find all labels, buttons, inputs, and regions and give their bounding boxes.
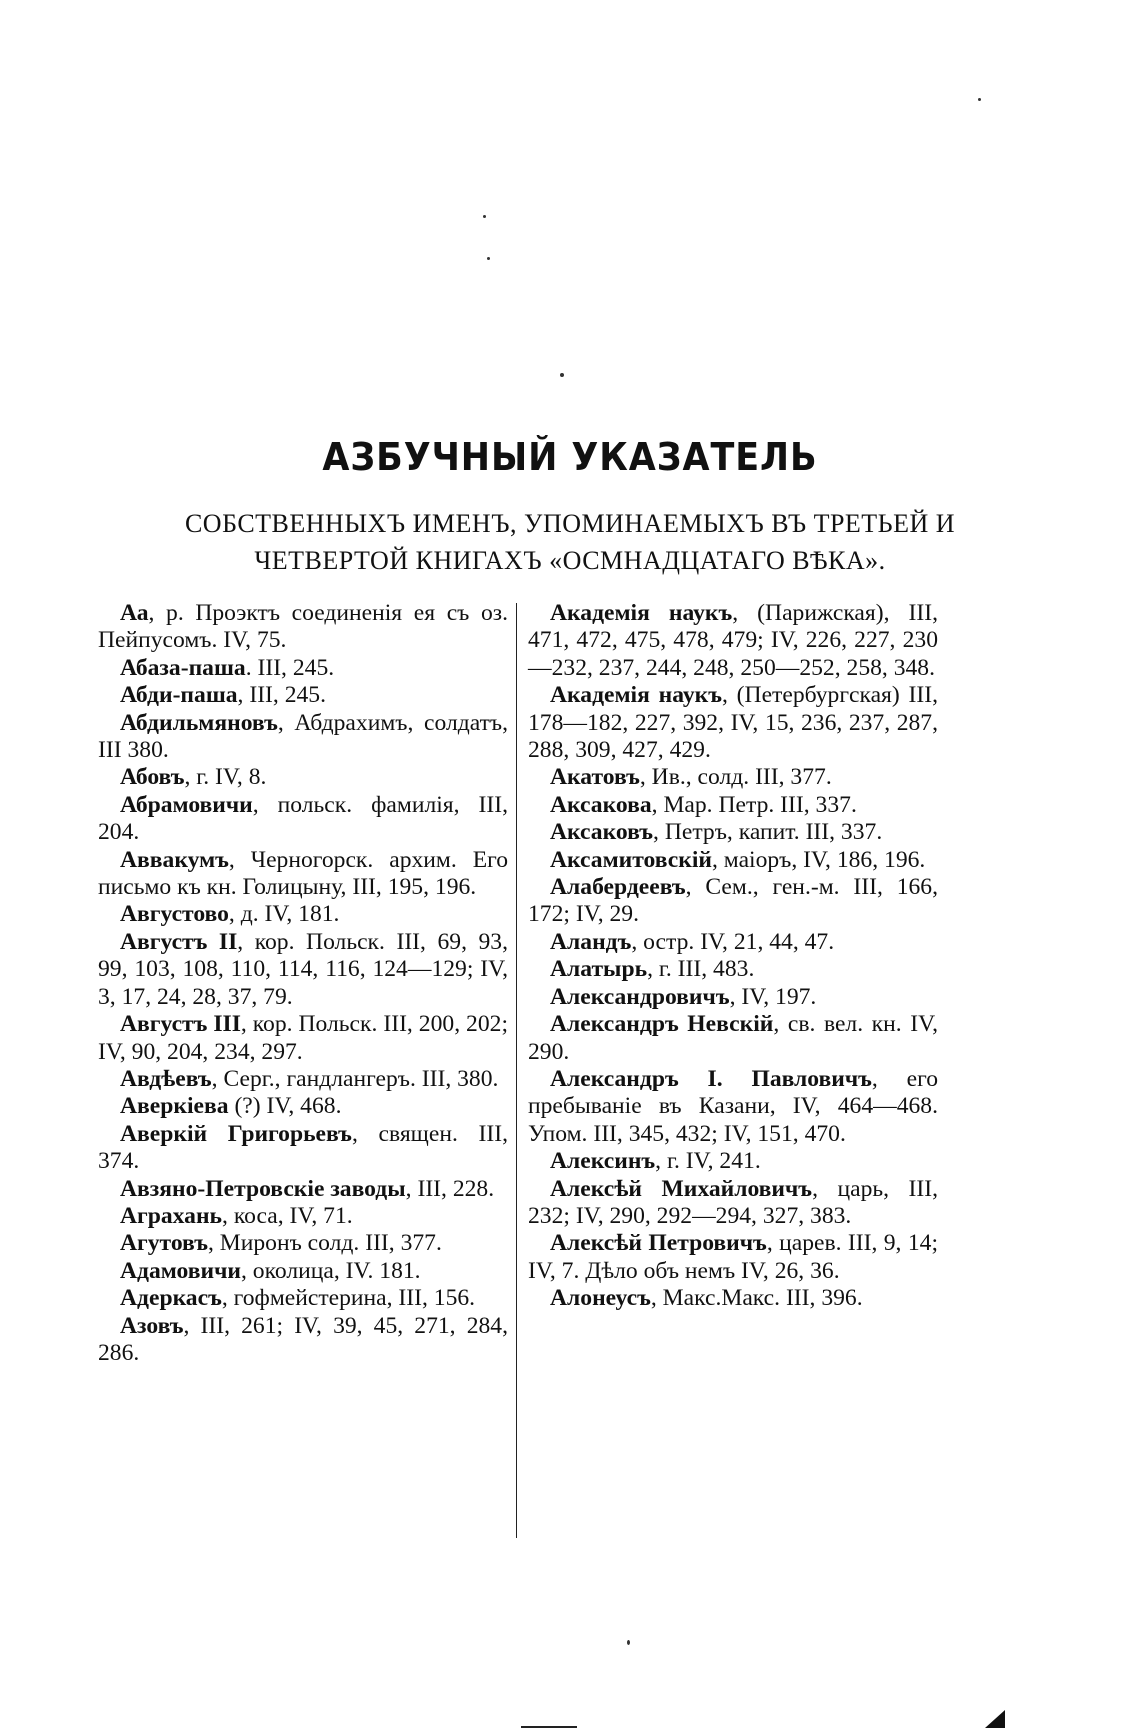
scan-speck bbox=[560, 373, 564, 377]
index-term: Адамовичи bbox=[120, 1257, 241, 1284]
index-column-left bbox=[98, 600, 508, 1367]
index-term: Алексинъ bbox=[550, 1148, 656, 1175]
corner-mark bbox=[985, 1710, 1005, 1728]
index-references: , д. IV, 181. bbox=[228, 901, 340, 928]
index-references: , III, 245. bbox=[237, 682, 327, 709]
index-entry bbox=[98, 1203, 508, 1230]
index-references: , (Парижская), III, 471, 472, 475, 478, 479; IV, 226, 227, 230—232, 237, 244, 248, 250—252, 258, 348. bbox=[528, 600, 938, 681]
index-references: , коса, IV, 71. bbox=[222, 1202, 353, 1229]
index-entry bbox=[98, 1066, 508, 1093]
subtitle-line: ЧЕТВЕРТОЙ КНИГАХЪ «ОСМНАДЦАТАГО ВѢКА». bbox=[254, 546, 886, 575]
index-entry bbox=[98, 847, 508, 902]
index-term: Александръ I. Павловичъ bbox=[550, 1065, 872, 1092]
index-entry bbox=[98, 1093, 508, 1120]
index-term: Алексѣй Михайловичъ bbox=[550, 1175, 813, 1202]
index-references: . III, 245. bbox=[245, 654, 335, 681]
page-title: АЗБУЧНЫЙ УКАЗАТЕЛЬ bbox=[322, 435, 818, 479]
index-entry bbox=[98, 1313, 508, 1368]
index-references: , г. IV, 241. bbox=[655, 1148, 761, 1175]
index-term: Акатовъ bbox=[550, 764, 640, 791]
index-term: Авзяно-Петровскіе заводы bbox=[120, 1175, 406, 1202]
index-references: , кор. Польск. III, 69, 93, 99, 103, 108, 110, 114, 116, 124—129; IV, 3, 17, 24, 28, 37, 79. bbox=[98, 928, 508, 1010]
index-references: , Петръ, капит. III, 337. bbox=[653, 819, 883, 846]
index-entry bbox=[528, 956, 938, 983]
index-term: Академія наукъ bbox=[550, 682, 722, 709]
subtitle-line: СОБСТВЕННЫХЪ ИМЕНЪ, УПОМИНАЕМЫХЪ ВЪ ТРЕТЬЕЙ И bbox=[184, 509, 956, 538]
index-entry bbox=[528, 1230, 938, 1285]
index-entry bbox=[98, 682, 508, 709]
index-references: (?) IV, 468. bbox=[228, 1093, 342, 1120]
index-entry bbox=[98, 655, 508, 682]
index-term: Алексѣй Петровичъ bbox=[550, 1230, 767, 1257]
index-references: , III, 261; IV, 39, 45, 271, 284, 286. bbox=[98, 1312, 508, 1366]
index-entry bbox=[98, 901, 508, 928]
index-references: , Серг., гандлангеръ. III, 380. bbox=[211, 1065, 499, 1092]
index-term: Абрамовичи bbox=[120, 791, 253, 818]
index-references: , польск. фамилія, III, 204. bbox=[98, 791, 508, 846]
index-term: Александръ Невскій bbox=[550, 1011, 774, 1038]
index-term: Аверкій Григорьевъ bbox=[120, 1120, 352, 1147]
index-term: Абовъ bbox=[120, 764, 185, 791]
index-references: , (Петербургская) III, 178—182, 227, 392, IV, 15, 236, 237, 287, 288, 309, 427, 429. bbox=[528, 682, 939, 764]
index-term: Аксакова bbox=[550, 791, 652, 818]
index-term: Абди-паша bbox=[120, 682, 238, 709]
scan-speck bbox=[487, 257, 490, 260]
scan-speck bbox=[627, 1640, 630, 1645]
index-column-right bbox=[528, 600, 938, 1313]
index-entry bbox=[98, 1176, 508, 1203]
index-entry bbox=[528, 984, 938, 1011]
index-term: Авдѣевъ bbox=[120, 1065, 212, 1092]
index-references: , Макс.Макс. III, 396. bbox=[650, 1285, 863, 1312]
index-references: , г. IV, 8. bbox=[184, 764, 267, 791]
index-term: Августъ III bbox=[120, 1011, 241, 1038]
index-references: , его пребываніе въ Казани, IV, 464—468. Упом. III, 345, 432; IV, 151, 470. bbox=[528, 1065, 938, 1147]
index-entry bbox=[528, 792, 938, 819]
index-references: , св. вел. кн. IV, 290. bbox=[528, 1011, 939, 1065]
index-term: Агутовъ bbox=[120, 1230, 208, 1257]
scan-speck bbox=[483, 215, 486, 218]
index-references: , IV, 197. bbox=[729, 983, 817, 1010]
index-term: Алонеусъ bbox=[550, 1285, 651, 1312]
index-term: Адеркасъ bbox=[120, 1285, 222, 1312]
index-references: , III, 228. bbox=[405, 1175, 495, 1202]
index-entry bbox=[98, 1285, 508, 1312]
index-entry bbox=[528, 1066, 938, 1148]
index-references: , р. Проэктъ соединенія ея съ оз. Пейпусомъ. IV, 75. bbox=[98, 600, 508, 654]
index-term: Августъ II bbox=[120, 928, 238, 955]
index-term: Аксамитовскій bbox=[550, 846, 712, 873]
index-references: , священ. III, 374. bbox=[98, 1120, 508, 1175]
index-entry bbox=[98, 710, 508, 765]
index-term: Аверкіева bbox=[120, 1093, 229, 1120]
index-term: Азовъ bbox=[120, 1312, 184, 1339]
index-entry bbox=[528, 874, 938, 929]
index-entry bbox=[98, 1121, 508, 1176]
index-term: Аксаковъ bbox=[550, 819, 654, 846]
index-term: Аландъ bbox=[550, 928, 632, 955]
index-entry bbox=[528, 819, 938, 846]
index-entry bbox=[98, 600, 508, 655]
index-references: , гофмейстерина, III, 156. bbox=[221, 1285, 476, 1312]
index-entry bbox=[528, 847, 938, 874]
index-term: Алабердеевъ bbox=[550, 874, 686, 901]
index-references: , г. III, 483. bbox=[647, 956, 755, 983]
index-entry bbox=[528, 682, 938, 764]
index-entry bbox=[98, 929, 508, 1011]
index-entry bbox=[98, 1011, 508, 1066]
index-references: , остр. IV, 21, 44, 47. bbox=[631, 928, 835, 955]
column-divider bbox=[516, 603, 517, 1538]
index-references: , царь, III, 232; IV, 290, 292—294, 327, 383. bbox=[528, 1175, 939, 1229]
index-term: Академія наукъ bbox=[550, 600, 733, 626]
index-entry bbox=[528, 929, 938, 956]
index-term: Августово bbox=[120, 901, 229, 928]
index-entry bbox=[528, 1011, 938, 1066]
index-term: Александровичъ bbox=[550, 983, 730, 1010]
index-term: Аграхань bbox=[120, 1202, 223, 1229]
index-references: , маіоръ, IV, 186, 196. bbox=[712, 846, 926, 873]
index-references: , Миронъ солд. III, 377. bbox=[207, 1230, 442, 1257]
index-references: , околица, IV. 181. bbox=[240, 1257, 421, 1284]
index-entry bbox=[98, 792, 508, 847]
index-entry bbox=[528, 1285, 938, 1312]
index-entry bbox=[528, 1148, 938, 1175]
index-entry bbox=[528, 1176, 938, 1231]
index-references: , Абдрахимъ, солдатъ, III 380. bbox=[98, 709, 508, 764]
index-references: , Мар. Петр. III, 337. bbox=[651, 791, 857, 818]
index-entry bbox=[98, 1258, 508, 1285]
index-references: , Сем., ген.-м. III, 166, 172; IV, 29. bbox=[528, 874, 938, 928]
index-term: Алатырь bbox=[550, 956, 648, 983]
scan-speck bbox=[978, 98, 981, 101]
index-term: Аа bbox=[120, 600, 149, 626]
index-references: , Черногорск. архим. Его письмо къ кн. Голицыну, III, 195, 196. bbox=[98, 846, 508, 901]
index-entry bbox=[528, 600, 938, 682]
page-subtitle bbox=[0, 505, 1140, 579]
index-references: , кор. Польск. III, 200, 202; IV, 90, 204, 234, 297. bbox=[98, 1011, 509, 1065]
index-references: , царев. III, 9, 14; IV, 7. Дѣло объ немъ IV, 26, 36. bbox=[528, 1230, 938, 1284]
index-entry bbox=[98, 764, 508, 791]
index-entry bbox=[98, 1230, 508, 1257]
index-term: Аввакумъ bbox=[120, 846, 229, 873]
index-term: Абдильмяновъ bbox=[120, 709, 278, 736]
index-references: , Ив., солд. III, 377. bbox=[639, 764, 832, 791]
index-term: Абаза-паша bbox=[120, 654, 246, 681]
index-entry bbox=[528, 764, 938, 791]
